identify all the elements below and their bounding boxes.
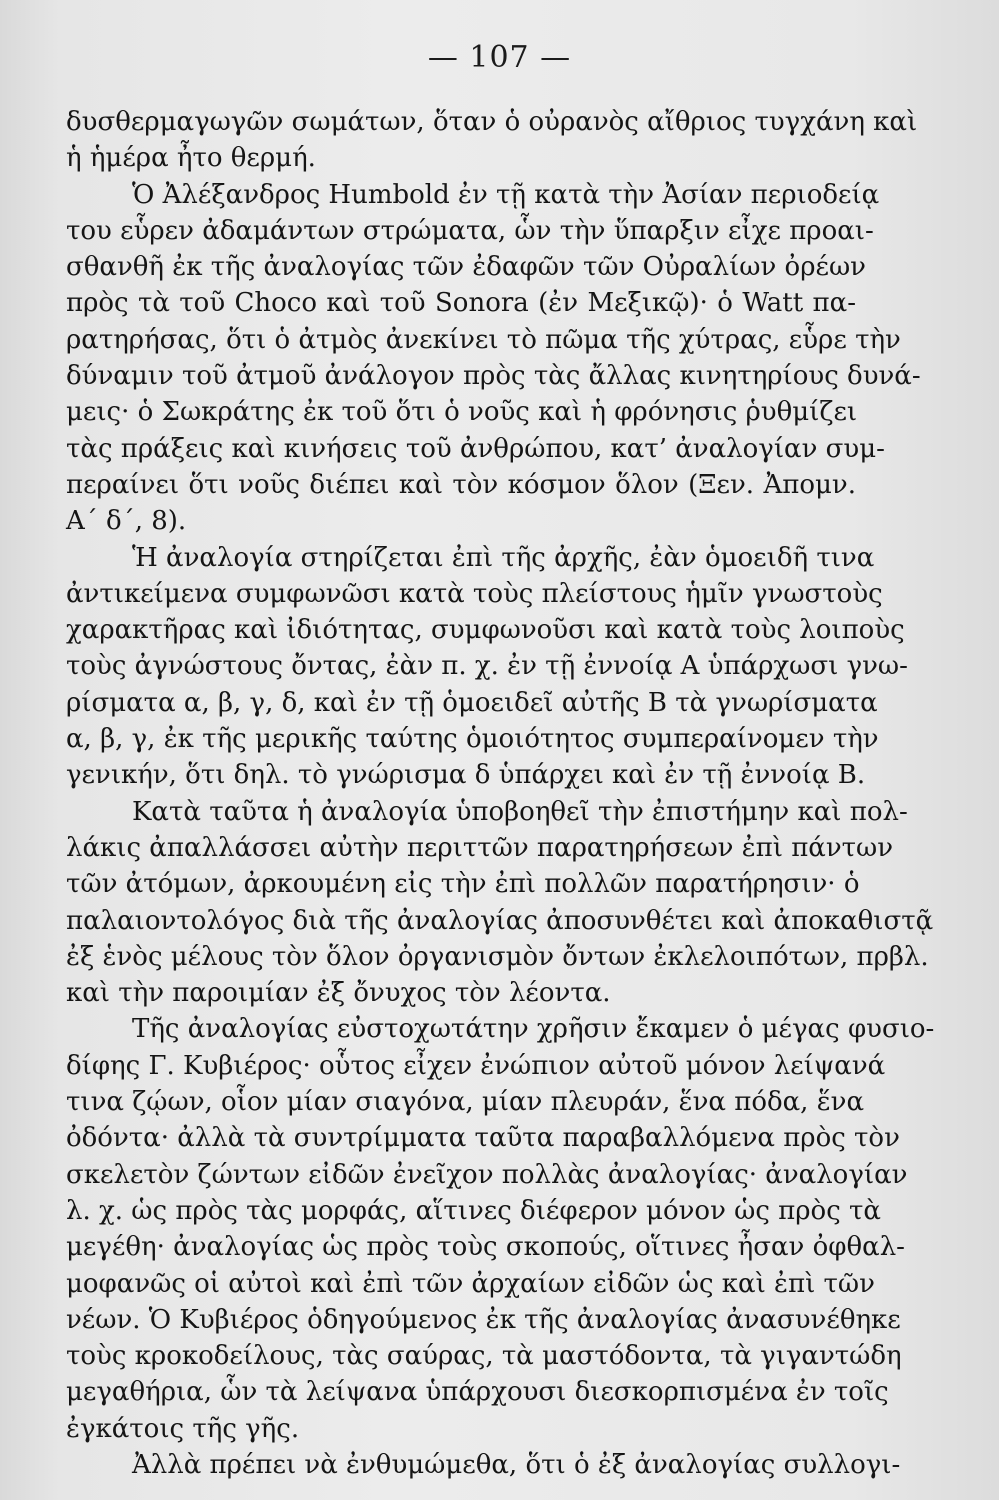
text-line: ὀδόντα· ἀλλὰ τὰ συντρίμματα ταῦτα παραβαλλόμενα πρὸς τὸν	[66, 1123, 900, 1154]
text-line: ἐγκάτοις τῆς γῆς.	[66, 1413, 300, 1444]
text-line: τοὺς κροκοδείλους, τὰς σαύρας, τὰ μαστόδοντα, τὰ γιγαντώδη	[66, 1341, 902, 1372]
text-line: τοὺς ἀγνώστους ὄντας, ἐὰν π. χ. ἐν τῇ ἐννοίᾳ Α ὑπάρχωσι γνω-	[66, 651, 908, 682]
text-line: ἡ ἡμέρα ἦτο θερμή.	[66, 143, 316, 174]
text-line: Α΄ δ΄, 8).	[66, 506, 187, 537]
text-line: τινα ζῴων, οἷον μίαν σιαγόνα, μίαν πλευράν, ἕνα πόδα, ἕνα	[66, 1087, 865, 1118]
text-line: σθανθῆ ἐκ τῆς ἀναλογίας τῶν ἐδαφῶν τῶν Οὐραλίων ὀρέων	[66, 252, 866, 283]
text-line: δίφης Γ. Κυβιέρος· οὗτος εἶχεν ἐνώπιον αὐτοῦ μόνον λείψανά	[66, 1050, 886, 1081]
text-line: τῶν ἀτόμων, ἀρκουμένη εἰς τὴν ἐπὶ πολλῶν παρατήρησιν· ὁ	[66, 869, 860, 900]
text-line: σκελετὸν ζώντων εἰδῶν ἐνεῖχον πολλὰς ἀναλογίας· ἀναλογίαν	[66, 1159, 908, 1190]
text-line: λ. χ. ὡς πρὸς τὰς μορφάς, αἵτινες διέφερον μόνον ὡς πρὸς τὰ	[66, 1195, 881, 1226]
page-body-text	[66, 104, 935, 1483]
text-line: Ἀλλὰ πρέπει νὰ ἐνθυμώμεθα, ὅτι ὁ ἐξ ἀναλογίας συλλογι-	[132, 1449, 901, 1480]
page-number: — 107 —	[427, 40, 572, 75]
text-line: α, β, γ, ἐκ τῆς μερικῆς ταύτης ὁμοιότητος συμπεραίνομεν τὴν	[66, 724, 879, 755]
text-line: νέων. Ὁ Κυβιέρος ὁδηγούμενος ἐκ τῆς ἀναλογίας ἀνασυνέθηκε	[66, 1304, 901, 1335]
text-line: μεγέθη· ἀναλογίας ὡς πρὸς τοὺς σκοπούς, οἵτινες ἦσαν ὀφθαλ-	[66, 1232, 905, 1263]
text-line: Ὁ Ἀλέξανδρος Humbold ἐν τῇ κατὰ τὴν Ἀσίαν περιοδείᾳ	[132, 179, 880, 210]
text-line: Ἡ ἀναλογία στηρίζεται ἐπὶ τῆς ἀρχῆς, ἐὰν ὁμοειδῆ τινα	[132, 542, 875, 573]
text-line: περαίνει ὅτι νοῦς διέπει καὶ τὸν κόσμον ὅλον (Ξεν. Ἀπομν.	[66, 469, 856, 500]
text-line: καὶ τὴν παροιμίαν ἐξ ὄνυχος τὸν λέοντα.	[66, 978, 611, 1009]
text-line: τὰς πράξεις καὶ κινήσεις τοῦ ἀνθρώπου, κατ’ ἀναλογίαν συμ-	[66, 433, 885, 464]
text-line: ἐξ ἑνὸς μέλους τὸν ὅλον ὀργανισμὸν ὄντων ἐκλελοιπότων, πρβλ.	[66, 941, 929, 972]
text-line: μοφανῶς οἱ αὐτοὶ καὶ ἐπὶ τῶν ἀρχαίων εἰδῶν ὡς καὶ ἐπὶ τῶν	[66, 1268, 875, 1299]
text-line: ρίσματα α, β, γ, δ, καὶ ἐν τῇ ὁμοειδεῖ αὐτῆς Β τὰ γνωρίσματα	[66, 687, 878, 718]
text-line: Τῆς ἀναλογίας εὐστοχωτάτην χρῆσιν ἔκαμεν ὁ μέγας φυσιο-	[132, 1014, 935, 1045]
text-line: Κατὰ ταῦτα ἡ ἀναλογία ὑποβοηθεῖ τὴν ἐπιστήμην καὶ πολ-	[132, 796, 908, 827]
text-line: δυσθερμαγωγῶν σωμάτων, ὅταν ὁ οὐρανὸς αἴθριος τυγχάνη καὶ	[66, 107, 918, 137]
text-line: μεις· ὁ Σωκράτης ἐκ τοῦ ὅτι ὁ νοῦς καὶ ἡ φρόνησις ῥυθμίζει	[66, 397, 858, 428]
text-line: γενικήν, ὅτι δηλ. τὸ γνώρισμα δ ὑπάρχει καὶ ἐν τῇ ἐννοίᾳ Β.	[66, 760, 866, 791]
text-line: μεγαθήρια, ὧν τὰ λείψανα ὑπάρχουσι διεσκορπισμένα ἐν τοῖς	[66, 1377, 889, 1408]
text-line: δύναμιν τοῦ ἀτμοῦ ἀνάλογον πρὸς τὰς ἄλλας κινητηρίους δυνά-	[66, 361, 921, 392]
text-line: χαρακτῆρας καὶ ἰδιότητας, συμφωνοῦσι καὶ κατὰ τοὺς λοιποὺς	[66, 615, 905, 646]
text-line: του εὗρεν ἀδαμάντων στρώματα, ὧν τὴν ὕπαρξιν εἶχε προαι-	[66, 215, 874, 246]
text-line: παλαιοντολόγος διὰ τῆς ἀναλογίας ἀποσυνθέτει καὶ ἀποκαθιστᾷ	[66, 905, 934, 936]
text-line: λάκις ἀπαλλάσσει αὐτὴν περιττῶν παρατηρήσεων ἐπὶ πάντων	[66, 832, 894, 863]
text-line: ἀντικείμενα συμφωνῶσι κατὰ τοὺς πλείστους ἡμῖν γνωστοὺς	[66, 578, 883, 609]
text-line: ρατηρήσας, ὅτι ὁ ἀτμὸς ἀνεκίνει τὸ πῶμα τῆς χύτρας, εὗρε τὴν	[66, 324, 901, 355]
text-line: πρὸς τὰ τοῦ Choco καὶ τοῦ Sonora (ἐν Μεξικῷ)· ὁ Watt πα-	[66, 288, 856, 319]
